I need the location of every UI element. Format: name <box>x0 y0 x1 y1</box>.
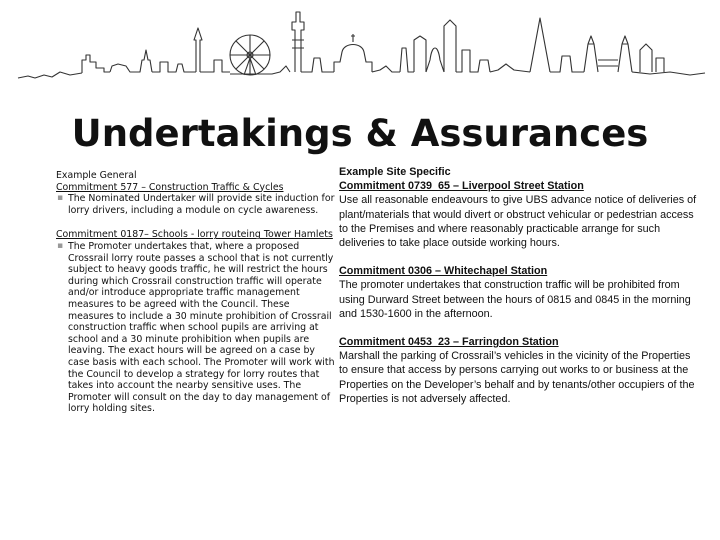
commitment-577-bullet <box>56 193 336 216</box>
commitment-0453-heading: Commitment 0453_23 – Farringdon Station <box>339 336 559 349</box>
general-commitments-column <box>56 170 336 415</box>
commitment-0187-text: The Promoter undertakes that, where a proposed Crossrail lorry route passes a school that is not currently subject to heavy goods traffic, he will restrict the hours during which Crossrail construction traffic will operate and/or introduce appropriate traffic management measures to be agreed with the Council. These measures to include a 30 minute prohibition of Crossrail construction traffic when school pupils are arriving at school and a 30 minute prohibition when pupils are leaving. The exact hours will be agreed on a case by case basis with each school. The Promoter will work with the Council to develop a strategy for lorry routes that takes into account the nearby sensitive uses. The Promoter will consult on the day to day management of lorry holding sites. <box>68 240 335 415</box>
commitment-0453-text: Marshall the parking of Crossrail’s vehicles in the vicinity of the Properties to ensure that access by persons carrying out works to or business at the Properties on the Developer’s behalf and by tenants/other occupiers of the Properties is not adversely affected. <box>339 350 695 405</box>
site-specific-heading: Example Site Specific <box>339 166 451 178</box>
bullet-icon: ▪ <box>57 240 64 251</box>
commitment-0739-text: Use all reasonable endeavours to give UBS advance notice of deliveries of plant/materials that would divert or obstruct vehicular or pedestrian access to the Premises and where reasonably practicable arrange for such deliveries to take place outside working hours. <box>339 194 697 250</box>
commitment-0187-bullet <box>56 241 336 415</box>
bullet-icon: ▪ <box>57 193 64 204</box>
commitment-0306-heading: Commitment 0306 – Whitechapel Station <box>339 265 548 278</box>
slide-title: Undertakings & Assurances <box>71 112 649 155</box>
commitment-0739-heading: Commitment 0739_65 – Liverpool Street Station <box>339 180 584 193</box>
commitment-0306-text: The promoter undertakes that construction traffic will be prohibited from using Durward Street between the hours of 0815 and 0845 in the morning and 1530-1600 in the afternoon. <box>339 279 691 320</box>
london-skyline-illustration <box>0 0 720 110</box>
commitment-577-text: The Nominated Undertaker will provide site induction for lorry drivers, including a module on cycle awareness. <box>68 193 335 216</box>
general-heading: Example General <box>56 170 137 181</box>
commitment-577-heading: Commitment 577 – Construction Traffic & Cycles <box>56 181 284 193</box>
commitment-0187-heading: Commitment 0187– Schools - lorry routeing Tower Hamlets <box>56 229 333 241</box>
site-specific-commitments-column <box>339 165 699 406</box>
